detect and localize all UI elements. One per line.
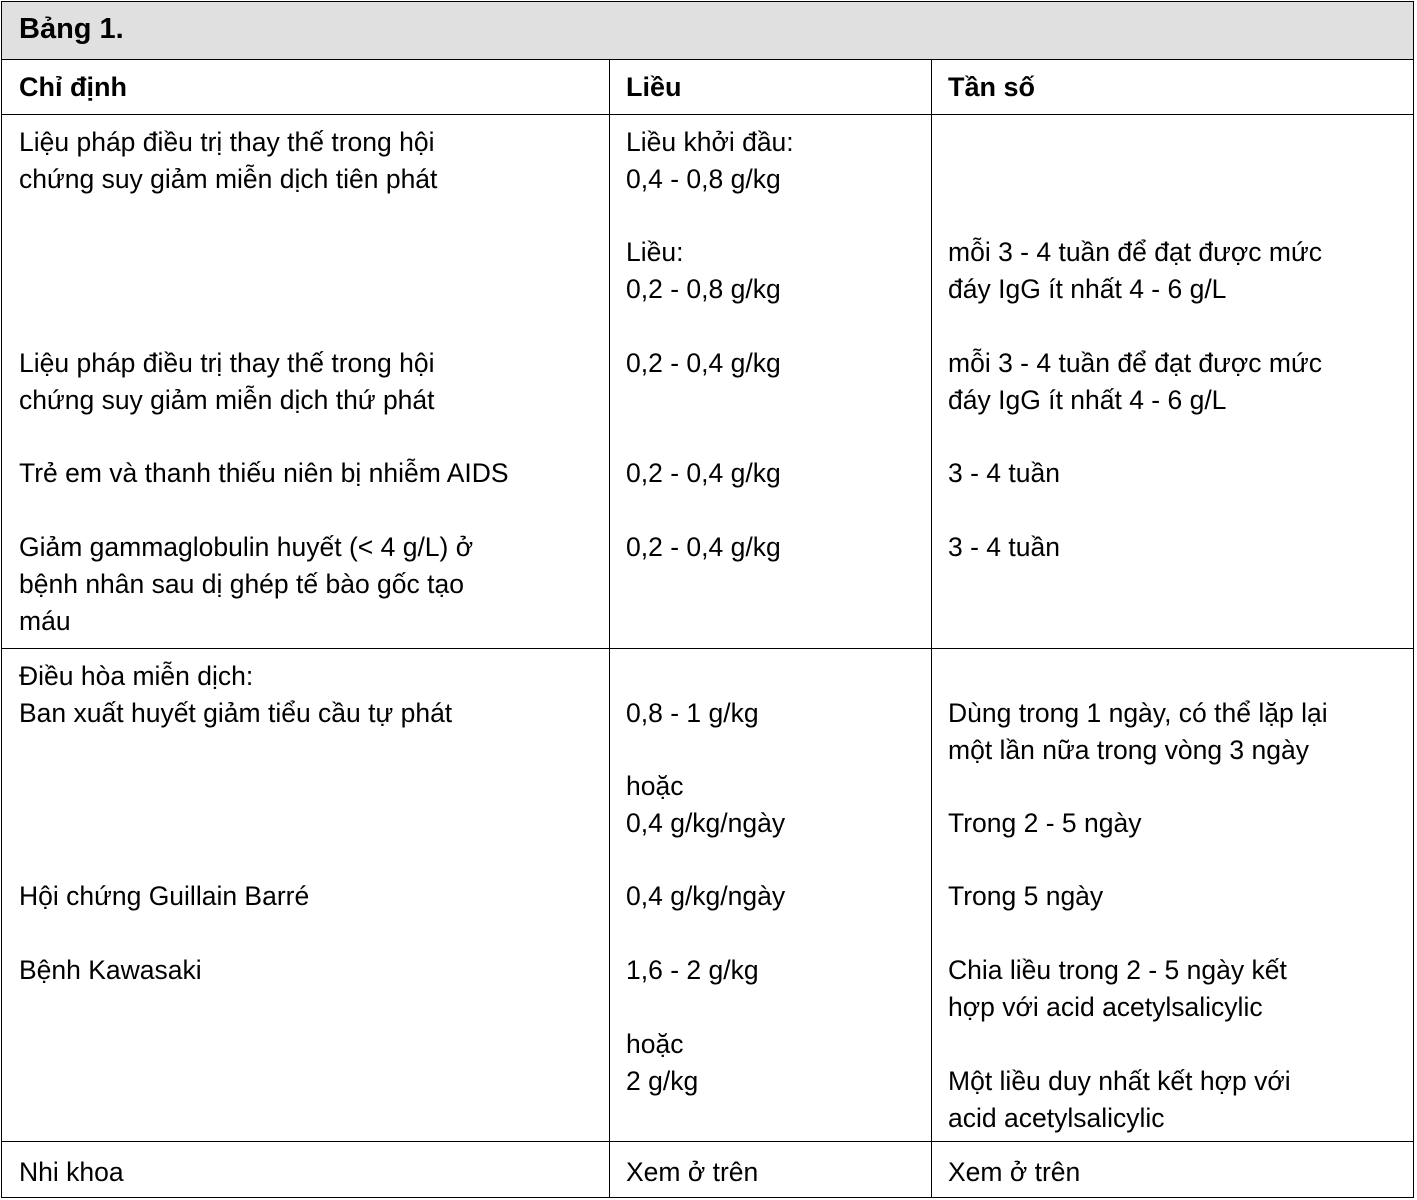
indication-text: máu [19, 606, 71, 636]
indication-text: Liệu pháp điều trị thay thế trong hội [19, 127, 435, 157]
dose-text: 1,6 - 2 g/kg [626, 955, 759, 985]
frequency-text: Một liều duy nhất kết hợp với [948, 1066, 1291, 1096]
dosage-table [1, 1, 1414, 1198]
header-dose: Liều [626, 72, 682, 102]
dose-text: 2 g/kg [626, 1066, 699, 1096]
frequency-text: acid acetylsalicylic [948, 1103, 1165, 1133]
header-frequency: Tần số [948, 72, 1036, 102]
indication-text: chứng suy giảm miễn dịch tiên phát [19, 164, 438, 194]
frequency-text: một lần nữa trong vòng 3 ngày [948, 735, 1309, 765]
frequency-text: mỗi 3 - 4 tuần để đạt được mức [948, 237, 1322, 267]
indication-text: Ban xuất huyết giảm tiểu cầu tự phát [19, 698, 453, 728]
dose-text: 0,2 - 0,8 g/kg [626, 274, 781, 304]
dose-text: Liều khởi đầu: [626, 127, 794, 157]
frequency-text: Chia liều trong 2 - 5 ngày kết [948, 955, 1287, 985]
dose-text: hoặc [626, 1029, 684, 1059]
indication-text: chứng suy giảm miễn dịch thứ phát [19, 385, 435, 415]
indication-text: Trẻ em và thanh thiếu niên bị nhiễm AIDS [19, 458, 509, 488]
table-caption-bar [2, 2, 1413, 60]
dose-text: 0,2 - 0,4 g/kg [626, 458, 781, 488]
dose-text: Xem ở trên [626, 1157, 759, 1187]
indication-text: Liệu pháp điều trị thay thế trong hội [19, 348, 435, 378]
indication-text: Giảm gammaglobulin huyết (< 4 g/L) ở [19, 532, 474, 562]
dose-text: hoặc [626, 771, 684, 801]
dose-text: 0,4 - 0,8 g/kg [626, 164, 781, 194]
frequency-text: hợp với acid acetylsalicylic [948, 992, 1263, 1022]
frequency-text: 3 - 4 tuần [948, 532, 1060, 562]
dose-text: 0,2 - 0,4 g/kg [626, 348, 781, 378]
frequency-text: Dùng trong 1 ngày, có thể lặp lại [948, 698, 1328, 728]
column-divider-2 [931, 60, 932, 1197]
frequency-text: 3 - 4 tuần [948, 458, 1060, 488]
dose-text: 0,4 g/kg/ngày [626, 808, 786, 838]
column-divider-1 [609, 60, 610, 1197]
indication-text: Bệnh Kawasaki [19, 955, 202, 985]
dose-text: 0,2 - 0,4 g/kg [626, 532, 781, 562]
indication-text: Hội chứng Guillain Barré [19, 881, 310, 911]
header-row [2, 60, 1413, 115]
indication-heading: Điều hòa miễn dịch: [19, 661, 254, 691]
dose-text: 0,4 g/kg/ngày [626, 881, 786, 911]
frequency-text: Xem ở trên [948, 1157, 1081, 1187]
frequency-text: mỗi 3 - 4 tuần để đạt được mức [948, 348, 1322, 378]
frequency-text: đáy IgG ít nhất 4 - 6 g/L [948, 274, 1227, 304]
frequency-text: đáy IgG ít nhất 4 - 6 g/L [948, 385, 1227, 415]
frequency-text: Trong 5 ngày [948, 881, 1104, 911]
dose-text: Liều: [626, 237, 684, 267]
indication-text: Nhi khoa [19, 1157, 124, 1187]
dose-text: 0,8 - 1 g/kg [626, 698, 759, 728]
table-caption: Bảng 1. [19, 13, 124, 45]
indication-text: bệnh nhân sau dị ghép tế bào gốc tạo [19, 569, 464, 599]
header-indication: Chỉ định [19, 72, 127, 102]
frequency-text: Trong 2 - 5 ngày [948, 808, 1142, 838]
